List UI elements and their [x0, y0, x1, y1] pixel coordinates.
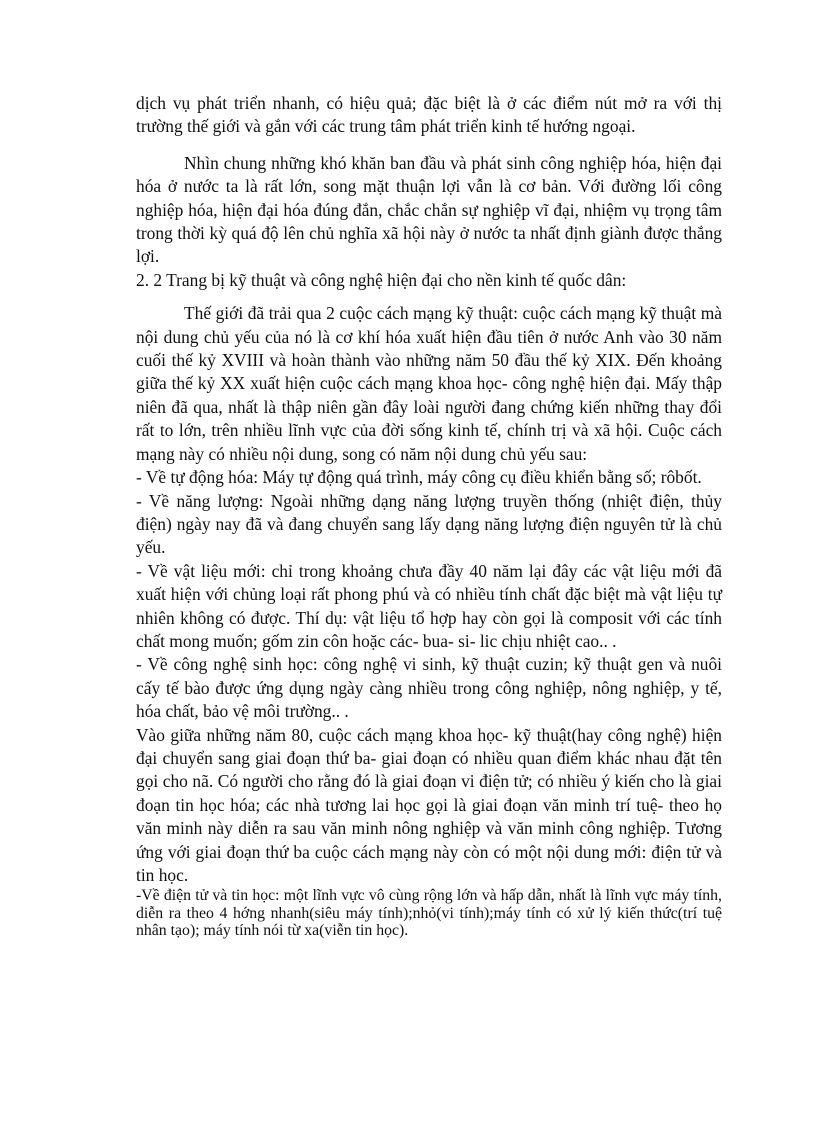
paragraph-intro-continuation: dịch vụ phát triển nhanh, có hiệu quả; đặc biệt là ở các điểm nút mở ra với thị trường thế giới và gắn với các trung tâm phát triển kinh tế hướng ngoại. [136, 93, 722, 137]
list-item-energy: - Về năng lượng: Ngoài những dạng năng lượng truyền thống (nhiệt điện, thủy điện) ngày nay đã và đang chuyển sang lấy dạng năng lượng điện nguyên tử là chủ yếu. [136, 490, 722, 558]
list-item-new-materials: - Về vật liệu mới: chỉ trong khoảng chưa đầy 40 năm lại đây các vật liệu mới đã xuất hiện với chủng loại rất phong phú và có nhiều tính chất đặc biệt mà vật liệu tự nhiên không có được. Thí dụ: vật liệu tổ hợp hay còn gọi là composit với các tính chất mong muốn; gốm zin côn hoặc các- bua- si- lic chịu nhiệt cao.. . [136, 560, 722, 651]
list-item-biotech: - Về công nghệ sinh học: công nghệ vi sinh, kỹ thuật cuzin; kỹ thuật gen và nuôi cấy tế bào được ứng dụng ngày càng nhiều trong công nghiệp, nông nghiệp, y tế, hóa chất, bảo vệ môi trường.. . [136, 654, 722, 722]
paragraph-tech-revolution: Thế giới đã trải qua 2 cuộc cách mạng kỹ thuật: cuộc cách mạng kỹ thuật mà nội dung chủ yếu của nó là cơ khí hóa xuất hiện đầu tiên ở nước Anh vào 30 năm cuối thế kỷ XVIII và hoàn thành vào những năm 50 đầu thế kỷ XIX. Đến khoảng giữa thế kỷ XX xuất hiện cuộc cách mạng khoa học- công nghệ hiện đại. Mấy thập niên đã qua, nhất là thập niên gần đây loài người đang chứng kiến những thay đổi rất to lớn, trên nhiều lĩnh vực của đời sống kinh tế, chính trị và xã hội. Cuộc cách mạng này có nhiều nội dung, song có năm nội dung chủ yếu sau: [136, 303, 722, 464]
list-item-automation: - Về tự động hóa: Máy tự động quá trình, máy công cụ điều khiển bằng số; rôbốt. [136, 467, 702, 488]
list-item-electronics-informatics: -Về điện tử và tin học: một lĩnh vực vô cùng rộng lớn và hấp dẫn, nhất là lĩnh vực máy tính, diễn ra theo 4 hớng nhanh(siêu máy tính);nhỏ(vi tính);máy tính có xử lý kiến thức(trí tuệ nhân tạo); máy tính nói từ xa(viễn tin học). [136, 887, 722, 939]
document-page [136, 92, 722, 939]
paragraph-summary: Nhìn chung những khó khăn ban đầu và phát sinh công nghiệp hóa, hiện đại hóa ở nước ta là rất lớn, song mặt thuận lợi vẫn là cơ bản. Với đường lối công nghiệp hóa, hiện đại hóa đúng đắn, chắc chắn sự nghiệp vĩ đại, nhiệm vụ trọng tâm trong thời kỳ quá độ lên chủ nghĩa xã hội này ở nước ta nhất định giành được thắng lợi. [136, 152, 722, 267]
paragraph-third-stage: Vào giữa những năm 80, cuộc cách mạng khoa học- kỹ thuật(hay công nghệ) hiện đại chuyển sang giai đoạn thứ ba- giai đoạn có nhiều quan điểm khác nhau đặt tên gọi cho nã. Có người cho rằng đó là giai đoạn vi điện tử; có nhiều ý kiến cho là giai đoạn tin học hóa; các nhà tương lai học gọi là giai đoạn văn minh trí tuệ- theo họ văn minh này diễn ra sau văn minh nông nghiệp và văn minh công nghiệp. Tương ứng với giai đoạn thứ ba cuộc cách mạng này còn có một nội dung mới: điện tử và tin học. [136, 724, 722, 885]
section-heading: 2. 2 Trang bị kỹ thuật và công nghệ hiện đại cho nền kinh tế quốc dân: [136, 269, 627, 290]
